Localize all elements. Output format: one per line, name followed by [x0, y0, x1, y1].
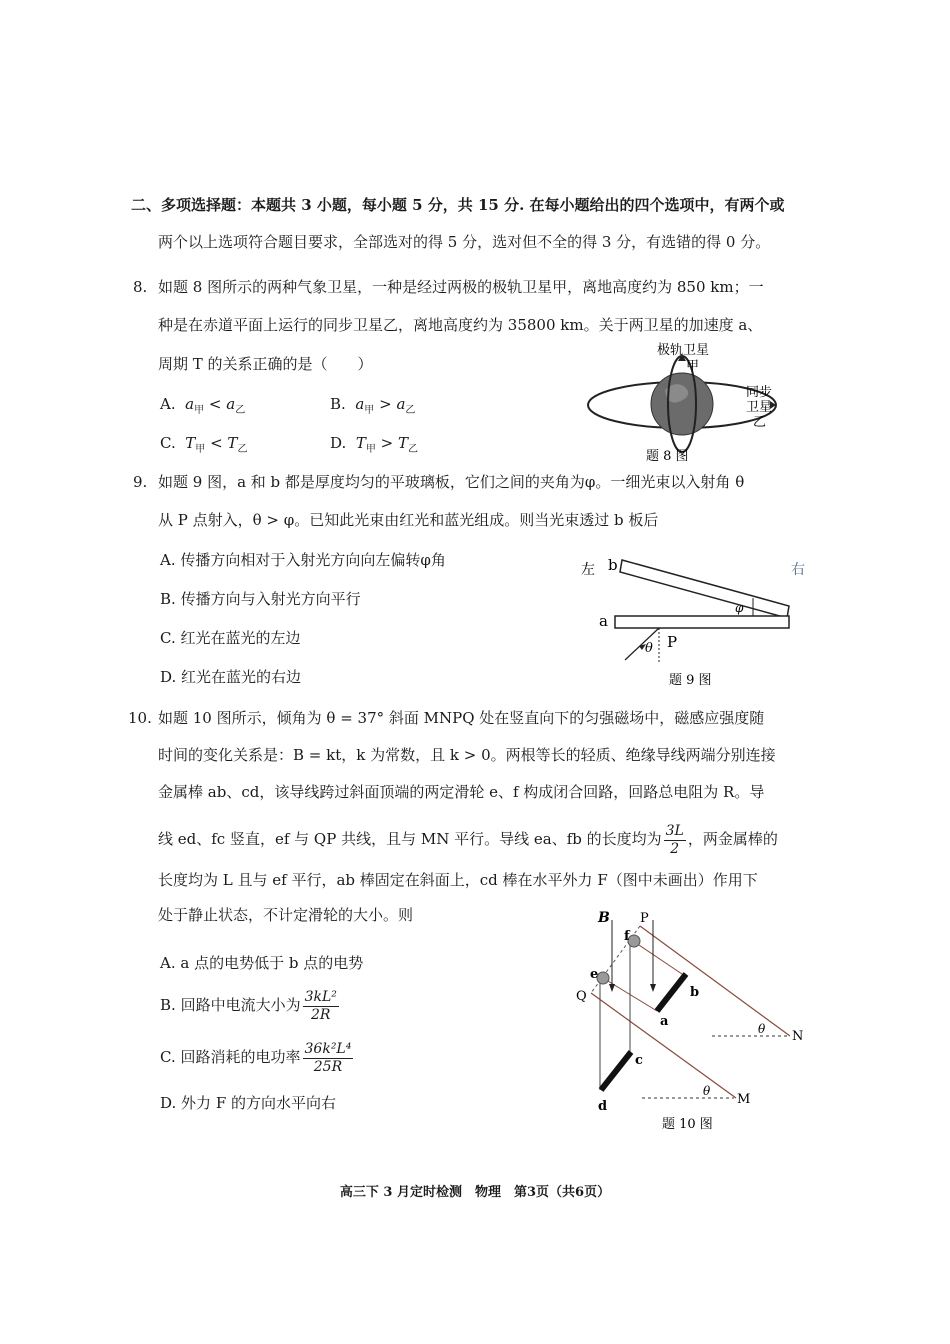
option-sub: 甲 — [364, 405, 375, 416]
q9-option-a[interactable] — [160, 550, 446, 570]
option-op: > — [379, 395, 392, 413]
q8-option-a[interactable] — [160, 394, 245, 421]
option-var: a — [396, 395, 406, 413]
q8-number: 8. — [133, 278, 148, 296]
fraction-3L-over-2 — [664, 823, 686, 858]
option-label: D. — [330, 434, 347, 452]
numerator: 3L — [665, 822, 684, 839]
q9-option-c[interactable] — [160, 628, 301, 648]
label-b: b — [690, 985, 700, 1000]
option-var: T — [185, 434, 196, 452]
q10-text-line5: 长度均为 L 且与 ef 平行，ab 棒固定在斜面上，cd 棒在水平外力 F（图中未画出）作用下 — [158, 871, 758, 889]
q10-option-a[interactable] — [160, 953, 363, 973]
option-fraction — [303, 989, 339, 1024]
q10-number: 10. — [128, 709, 152, 727]
option-label: C. — [160, 434, 176, 452]
q9-figure-caption: 题 9 图 — [669, 673, 712, 688]
q10-option-c[interactable] — [160, 1040, 355, 1076]
q10-text-line6: 处于静止状态，不计定滑轮的大小。则 — [158, 906, 414, 924]
option-label: C. — [160, 629, 176, 647]
section-instructions: 两个以上选项符合题目要求，全部选对的得 5 分，选对但不全的得 3 分，有选错的得 0 分。 — [158, 233, 771, 251]
page-footer: 高三下 3 月定时检测 物理 第3页（共6页） — [339, 1185, 611, 1200]
q9-text-line2: 从 P 点射入，θ > φ。已知此光束由红光和蓝光组成。则当光束透过 b 板后 — [158, 511, 659, 529]
q10-option-b[interactable] — [160, 988, 341, 1024]
option-text: 传播方向与入射光方向平行 — [180, 590, 361, 608]
polar-satellite-name: 甲 — [686, 359, 700, 374]
option-label: A. — [160, 395, 176, 413]
q8-option-c[interactable] — [160, 433, 247, 460]
option-label: D. — [160, 668, 177, 686]
option-label: B. — [330, 395, 346, 413]
q8-text-line2: 种是在赤道平面上运行的同步卫星乙，离地高度约为 35800 km。关于两卫星的加速度 a、 — [158, 316, 763, 334]
option-var: T — [227, 434, 238, 452]
option-text: 回路中电流大小为 — [180, 996, 301, 1014]
label-a: a — [660, 1014, 669, 1029]
q9-number: 9. — [133, 473, 148, 491]
label-Q: Q — [576, 989, 587, 1004]
q9-text-line1: 如题 9 图，a 和 b 都是厚度均匀的平玻璃板，它们之间的夹角为φ。一细光束以入射角 θ — [158, 473, 745, 491]
option-var: a — [226, 395, 236, 413]
option-sub: 甲 — [194, 405, 205, 416]
option-op: < — [208, 395, 222, 413]
option-text: 传播方向相对于入射光方向向左偏转φ角 — [180, 551, 446, 569]
text: 线 ed、fc 竖直，ef 与 QP 共线，且与 MN 平行。导线 ea、fb 的长度均为 — [158, 830, 662, 848]
label-M: M — [737, 1092, 751, 1107]
q8-text-line1: 如题 8 图所示的两种气象卫星，一种是经过两极的极轨卫星甲，离地高度约为 850 km；一 — [158, 278, 764, 296]
q10-figure-incline — [560, 900, 840, 1150]
option-sub: 乙 — [237, 444, 248, 455]
option-text: 外力 F 的方向水平向右 — [181, 1094, 336, 1112]
option-var: T — [397, 434, 408, 452]
label-c: c — [635, 1053, 643, 1068]
option-label: D. — [160, 1094, 177, 1112]
label-f: f — [624, 929, 630, 944]
q9-option-b[interactable] — [160, 589, 361, 609]
option-sub: 甲 — [195, 444, 206, 455]
q8-figure-caption: 题 8 图 — [646, 449, 689, 464]
sync-satellite-label1: 同步 — [746, 385, 773, 400]
option-label: A. — [160, 954, 176, 972]
option-text: 红光在蓝光的右边 — [181, 668, 302, 686]
option-label: B. — [160, 996, 176, 1014]
option-sub: 乙 — [407, 444, 418, 455]
sync-satellite-label2: 卫星 — [746, 400, 773, 415]
option-text: a 点的电势低于 b 点的电势 — [180, 954, 364, 972]
numerator: 36k²L⁴ — [304, 1040, 352, 1057]
denominator: 2R — [311, 1006, 331, 1023]
q10-figure-caption: 题 10 图 — [662, 1117, 713, 1132]
option-op: > — [380, 434, 394, 452]
plate-b-label: b — [608, 556, 618, 574]
q9-option-d[interactable] — [160, 667, 301, 687]
angle-phi-label: φ — [735, 601, 744, 615]
q8-text-line3: 周期 T 的关系正确的是（ ） — [158, 355, 373, 373]
option-label: C. — [160, 1048, 176, 1066]
option-fraction — [303, 1041, 354, 1076]
angle-theta-label: θ — [645, 641, 653, 656]
q8-option-d[interactable] — [330, 433, 418, 460]
option-var: a — [355, 395, 365, 413]
numerator: 3kL² — [304, 988, 337, 1005]
section-heading: 二、多项选择题：本题共 3 小题，每小题 5 分，共 15 分. 在每小题给出的四个选项中，有两个或 — [131, 196, 785, 214]
label-N: N — [792, 1029, 804, 1044]
option-sub: 乙 — [405, 405, 416, 416]
label-P: P — [640, 911, 649, 926]
label-e: e — [590, 967, 599, 982]
denominator: 2 — [670, 840, 680, 857]
angle-theta-lower: θ — [703, 1084, 711, 1098]
label-right: 右 — [791, 562, 805, 578]
option-text: 回路消耗的电功率 — [180, 1048, 301, 1066]
option-op: < — [210, 434, 223, 452]
option-label: B. — [160, 590, 176, 608]
q10-option-d[interactable] — [160, 1093, 336, 1113]
text: ，两金属棒的 — [687, 830, 778, 848]
option-sub: 乙 — [235, 405, 246, 416]
denominator: 25R — [313, 1058, 343, 1075]
point-p-label: P — [667, 633, 678, 651]
label-left: 左 — [581, 562, 595, 578]
q10-text-line2: 时间的变化关系是：B = kt，k 为常数，且 k > 0。两根等长的轻质、绝缘导线两端分别连接 — [158, 746, 776, 764]
q8-option-b[interactable] — [330, 394, 415, 421]
option-var: a — [185, 395, 195, 413]
angle-theta-upper: θ — [758, 1022, 766, 1036]
q10-text-line4 — [158, 822, 778, 858]
sync-satellite-name: 乙 — [753, 415, 767, 430]
q9-figure-glass-plates — [575, 550, 815, 690]
option-var: T — [355, 434, 366, 452]
option-text: 红光在蓝光的左边 — [180, 629, 301, 647]
q10-text-line3: 金属棒 ab、cd，该导线跨过斜面顶端的两定滑轮 e、f 构成闭合回路，回路总电阻为 R。导 — [158, 783, 765, 801]
option-label: A. — [160, 551, 176, 569]
plate-a-label: a — [599, 612, 608, 630]
label-B: B — [598, 910, 610, 926]
polar-satellite-label: 极轨卫星 — [657, 343, 710, 358]
q8-figure-satellites — [580, 340, 800, 470]
q10-text-line1: 如题 10 图所示，倾角为 θ = 37° 斜面 MNPQ 处在竖直向下的匀强磁场中，磁感应强度随 — [158, 709, 765, 727]
label-d: d — [598, 1099, 608, 1114]
option-sub: 甲 — [365, 444, 376, 455]
